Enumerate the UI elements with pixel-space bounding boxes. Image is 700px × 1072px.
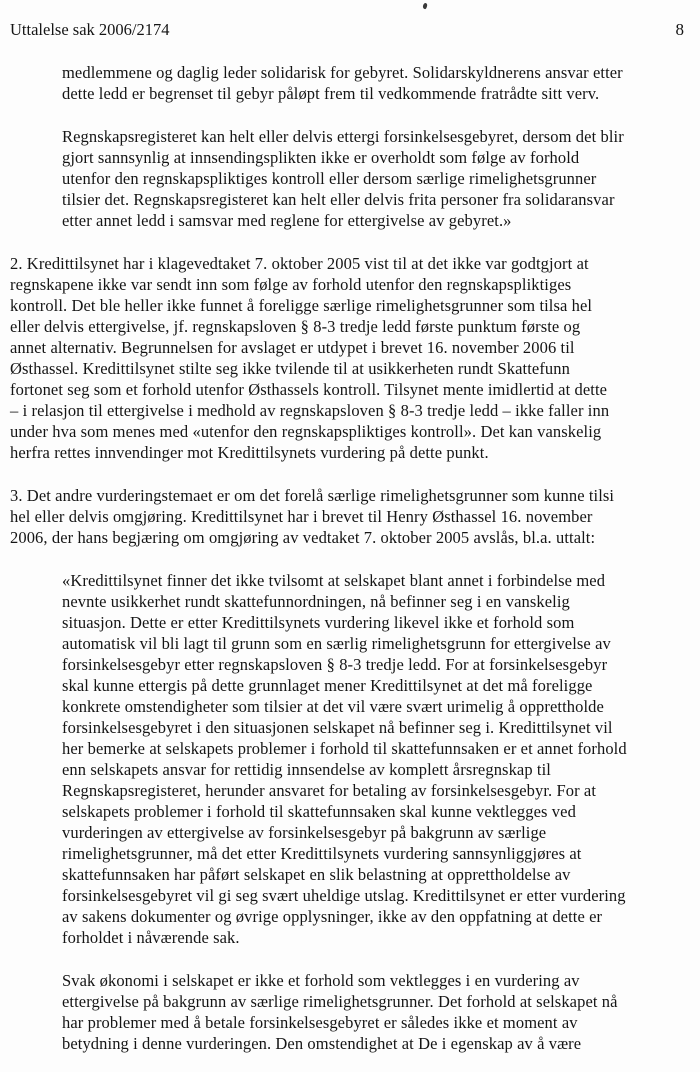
text-line: herfra rettes innvendinger mot Kredittilsynets vurdering på dette punkt.	[10, 443, 489, 462]
text-line: eller delvis ettergivelse, jf. regnskapsloven § 8-3 tredje ledd første punktum første og	[10, 317, 581, 336]
text-line: her bemerke at selskapets problemer i forhold til skattefunnsaken er et annet forhold	[62, 739, 627, 758]
text-line: kontroll. Det ble heller ikke funnet å foreligge særlige rimelighetsgrunner som tilsa hel	[10, 296, 593, 315]
text-line: fortonet seg som et forhold utenfor Østhassels kontroll. Tilsynet mente imidlertid at dette	[10, 380, 608, 399]
text-line: Regnskapsregisteret kan helt eller delvis ettergi forsinkelsesgebyret, dersom det blir	[62, 127, 624, 146]
text-line: automatisk vil bli lagt til grunn som en særlig rimelighetsgrunn for ettergivelse av	[62, 634, 611, 653]
paragraph	[62, 62, 666, 104]
text-line: nevnte usikkerhet rundt skattefunnordningen, nå befinner seg i en vanskelig	[62, 592, 570, 611]
text-line: forsinkelsesgebyr etter regnskapsloven § 8-3 tredje ledd. For at forsinkelsesgebyr	[62, 655, 608, 674]
text-line: Østhassel. Kredittilsynet stilte seg ikke tvilende til at usikkerheten rundt Skattefunn	[10, 359, 570, 378]
text-line: rimelighetsgrunner, må det etter Kredittilsynets vurdering sannsynliggjøres at	[62, 844, 582, 863]
text-line: dette ledd er begrenset til gebyr påløpt frem til vedkommende fratrådte sitt verv.	[62, 84, 600, 103]
text-line: medlemmene og daglig leder solidarisk for gebyret. Solidarskyldnerens ansvar etter	[62, 63, 623, 82]
text-line: ettergivelse på bakgrunn av særlige rimelighetsgrunner. Det forhold at selskapet nå	[62, 992, 618, 1011]
text-line: enn selskapets ansvar for rettidig innsendelse av komplett årsregnskap til	[62, 760, 551, 779]
text-line: skal kunne ettergis på dette grunnlaget mener Kredittilsynet at det må foreligge	[62, 676, 593, 695]
text-line: Svak økonomi i selskapet er ikke et forhold som vektlegges i en vurdering av	[62, 971, 580, 990]
text-line: situasjon. Dette er etter Kredittilsynets vurdering likevel ikke et forhold som	[62, 613, 575, 632]
text-line: «Kredittilsynet finner det ikke tvilsomt at selskapet blant annet i forbindelse med	[62, 571, 606, 590]
text-line: betydning i denne vurderingen. Den omstendighet at De i egenskap av å være	[62, 1034, 582, 1053]
text-line: 2006, der hans begjæring om omgjøring av vedtaket 7. oktober 2005 avslås, bl.a. uttalt:	[10, 528, 596, 547]
text-line: 3. Det andre vurderingstemaet er om det forelå særlige rimelighetsgrunner som kunne tilsi	[10, 486, 615, 505]
text-line: 2. Kredittilsynet har i klagevedtaket 7. oktober 2005 vist til at det ikke var godtgjort at	[10, 254, 589, 273]
scan-speck-artifact	[422, 3, 428, 10]
paragraph	[10, 253, 694, 463]
text-line: Regnskapsregisteret, herunder ansvaret for betaling av forsinkelsesgebyr. For at	[62, 781, 597, 800]
text-line: – i relasjon til ettergivelse i medhold av regnskapsloven § 8-3 tredje ledd – ikke faller inn	[10, 401, 610, 420]
text-line: av sakens dokumenter og øvrige opplysninger, ikke av den oppfatning at dette er	[62, 907, 603, 926]
text-line: annet alternativ. Begrunnelsen for avslaget er utdypet i brevet 16. november 2006 til	[10, 338, 575, 357]
page-header	[10, 19, 684, 40]
paragraph	[62, 570, 666, 948]
text-line: hel eller delvis omgjøring. Kredittilsynet har i brevet til Henry Østhassel 16. november	[10, 507, 593, 526]
text-line: vurderingen av ettergivelse av forsinkelsesgebyr på bakgrunn av særlige	[62, 823, 547, 842]
text-line: har problemer med å betale forsinkelsesgebyret er således ikke et moment av	[62, 1013, 578, 1032]
text-line: regnskapene ikke var sendt inn som følge av forhold utenfor den regnskapspliktiges	[10, 275, 572, 294]
text-line: under hva som menes med «utenfor den regnskapspliktiges kontroll». Det kan vanskelig	[10, 422, 602, 441]
text-line: utenfor den regnskapspliktiges kontroll eller dersom særlige rimelighetsgrunner	[62, 169, 597, 188]
page-number: 8	[675, 20, 684, 39]
paragraph	[62, 970, 666, 1054]
text-line: forsinkelsesgebyret vil gi seg svært uheldige utslag. Kredittilsynet er etter vurdering	[62, 886, 626, 905]
text-line: etter annet ledd i samsvar med reglene for ettergivelse av gebyret.»	[62, 211, 512, 230]
paragraph	[62, 126, 666, 231]
text-line: forholdet i nåværende sak.	[62, 928, 240, 947]
text-line: forsinkelsesgebyret i den situasjonen selskapet nå befinner seg i. Kredittilsynet vil	[62, 718, 613, 737]
text-line: gjort sannsynlig at innsendingsplikten ikke er overholdt som følge av forhold	[62, 148, 580, 167]
paragraph	[10, 485, 694, 548]
text-line: skattefunnsaken har påført selskapet en slik belastning at opprettholdelse av	[62, 865, 571, 884]
text-line: tilsier det. Regnskapsregisteret kan helt eller delvis frita personer fra solidaransvar	[62, 190, 615, 209]
text-line: selskapets problemer i forhold til skattefunnsaken skal kunne vektlegges ved	[62, 802, 576, 821]
text-line: konkrete omstendigheter som tilsier at det vil være svært urimelig å opprettholde	[62, 697, 604, 716]
content	[10, 62, 694, 1072]
document-title: Uttalelse sak 2006/2174	[10, 20, 170, 39]
